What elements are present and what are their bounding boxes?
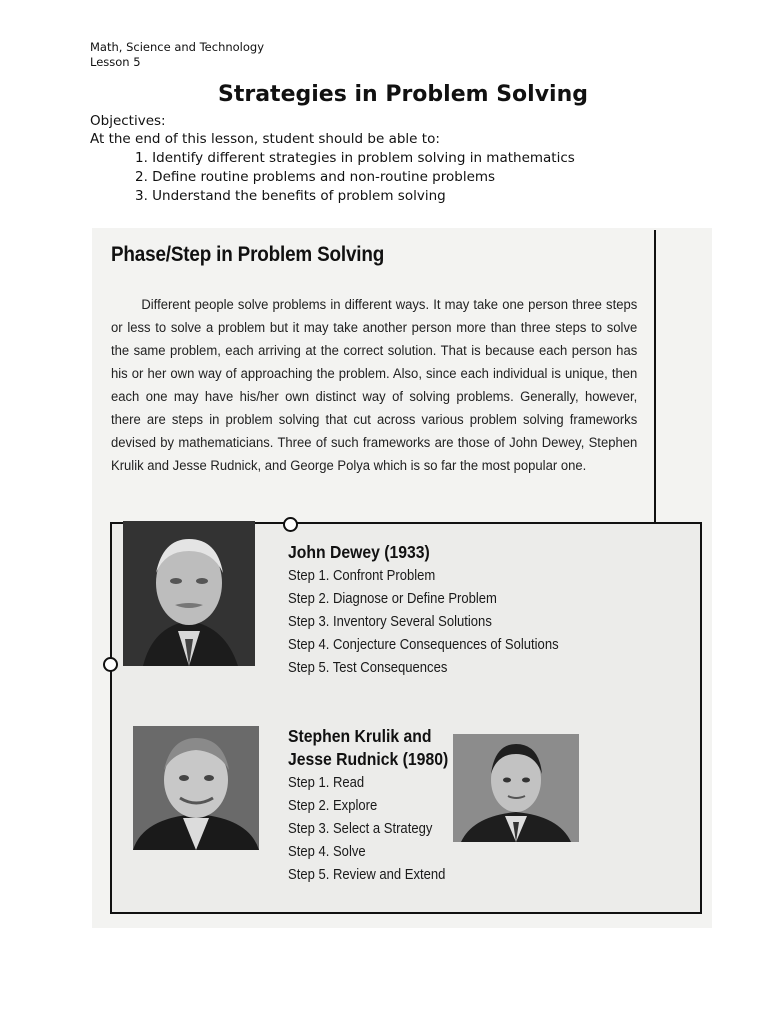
- objective-item: 1. Identify different strategies in problem solving in mathematics: [135, 150, 575, 166]
- dewey-step: Step 2. Diagnose or Define Problem: [288, 591, 497, 607]
- lesson-number: Lesson 5: [90, 55, 141, 69]
- krulik-rudnick-title-line1: Stephen Krulik and: [288, 726, 432, 746]
- krulik-rudnick-step: Step 5. Review and Extend: [288, 867, 446, 883]
- dewey-step: Step 5. Test Consequences: [288, 660, 448, 676]
- dewey-step: Step 3. Inventory Several Solutions: [288, 614, 492, 630]
- dewey-step: Step 4. Conjecture Consequences of Solutions: [288, 637, 559, 653]
- excerpt-heading: Phase/Step in Problem Solving: [111, 243, 385, 266]
- objective-item: 2. Define routine problems and non-routine problems: [135, 169, 496, 185]
- krulik-rudnick-step: Step 2. Explore: [288, 798, 378, 814]
- corner-ring: [103, 657, 118, 672]
- objectives-label: Objectives:: [90, 113, 166, 129]
- krulik-rudnick-step: Step 4. Solve: [288, 844, 366, 860]
- course-subject: Math, Science and Technology: [90, 40, 265, 54]
- john-dewey-portrait: [123, 521, 255, 666]
- excerpt-paragraph: Different people solve problems in different ways. It may take one person three steps or less to solve a problem but it may take another person more than three steps to solve the same problem, each arriving at the correct solution. That is because each person has his or her own way of approaching the problem. Also, since each individual is unique, then each one may have his/her own distinct way of solving problems. Generally, however, there are steps in problem solving that cut across various problem solving frameworks devised by mathematicians. Three of such frameworks are those of John Dewey, Stephen Krulik and Jesse Rudnick, and George Polya which is so far the most popular one.: [111, 297, 638, 474]
- stephen-krulik-portrait: [133, 726, 259, 850]
- dewey-title: John Dewey (1933): [288, 542, 430, 562]
- divider: [654, 230, 656, 522]
- krulik-rudnick-title-line2: Jesse Rudnick (1980): [288, 749, 449, 769]
- corner-ring: [283, 517, 298, 532]
- dewey-step: Step 1. Confront Problem: [288, 568, 436, 584]
- krulik-rudnick-step: Step 1. Read: [288, 775, 365, 791]
- jesse-rudnick-portrait: [453, 734, 579, 842]
- objectives-intro: At the end of this lesson, student should be able to:: [90, 131, 440, 147]
- krulik-rudnick-step: Step 3. Select a Strategy: [288, 821, 433, 837]
- page-title: Strategies in Problem Solving: [218, 82, 588, 107]
- objective-item: 3. Understand the benefits of problem solving: [135, 188, 446, 204]
